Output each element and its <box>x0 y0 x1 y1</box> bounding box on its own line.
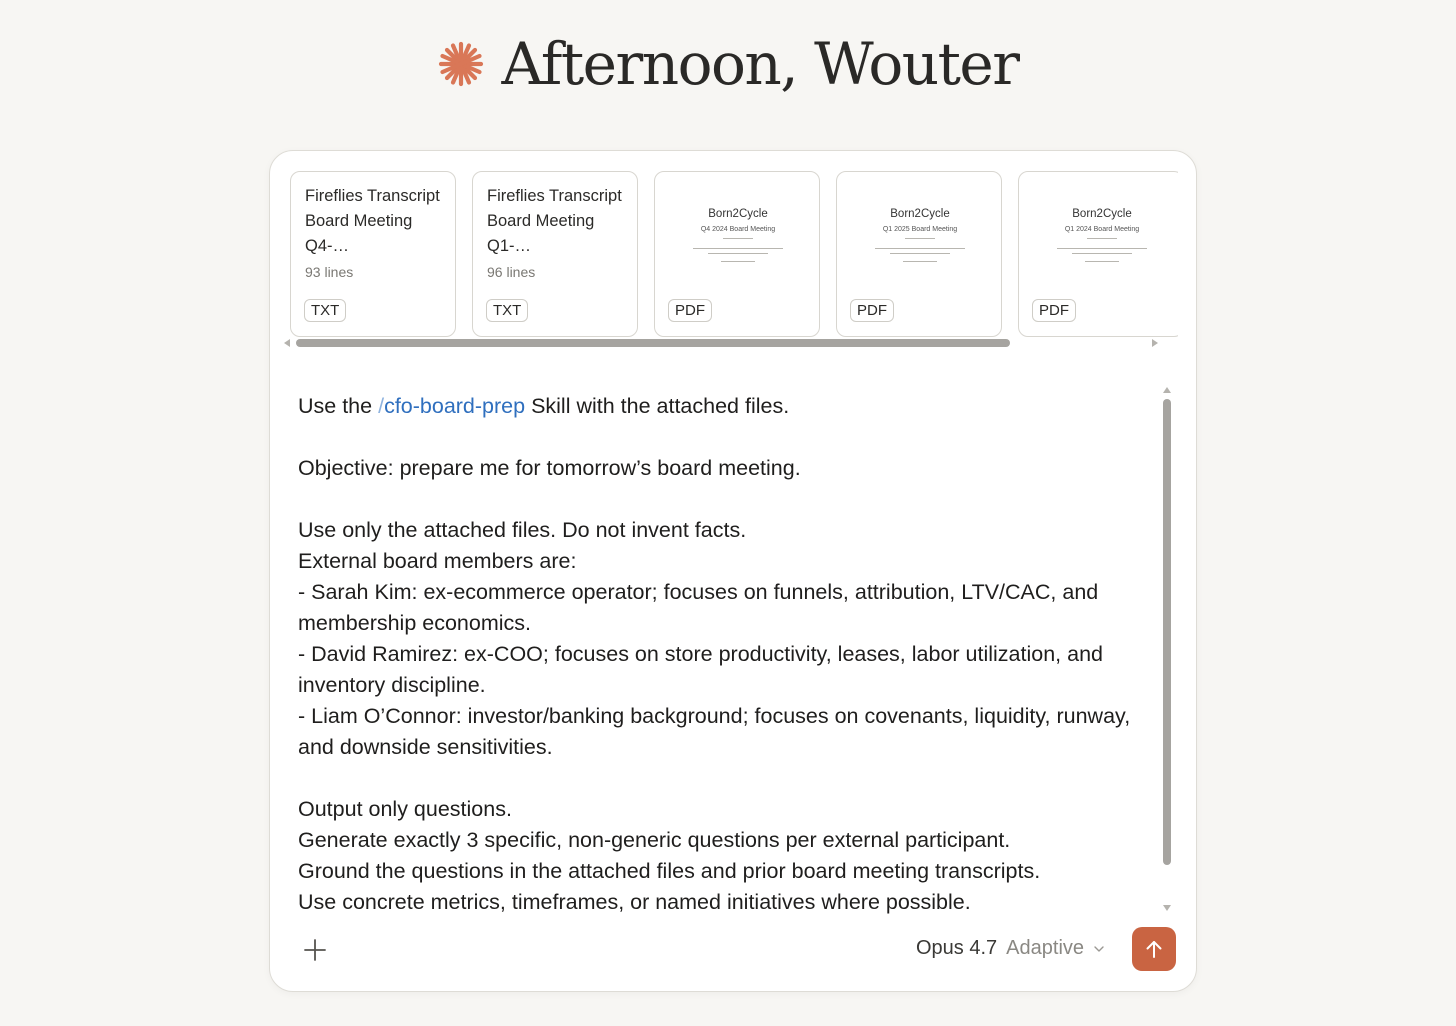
scroll-left-icon[interactable] <box>284 339 290 347</box>
thumbnail-title: Born2Cycle <box>708 208 768 220</box>
chat-composer <box>269 150 1197 992</box>
prompt-line: Use only the attached files. Do not invent facts. <box>298 518 747 542</box>
file-type-badge: PDF <box>668 299 712 322</box>
pdf-thumbnail <box>837 208 1003 262</box>
prompt-line: - Liam O’Connor: investor/banking background; focuses on covenants, liquidity, runway, and downside sensitivities. <box>298 704 1131 759</box>
skill-mention[interactable] <box>378 394 525 418</box>
pdf-thumbnail <box>655 208 821 262</box>
attachment-name: Fireflies Transcript Board Meeting Q1-… <box>487 187 622 255</box>
prompt-line: Output only questions. <box>298 797 512 821</box>
pdf-thumbnail <box>1019 208 1178 262</box>
skill-slash: / <box>378 394 385 418</box>
plus-icon-glyph <box>300 935 330 965</box>
greeting-title: Afternoon, Wouter <box>501 30 1019 98</box>
scrollbar-thumb[interactable] <box>296 339 1010 347</box>
attachments-scrollbar[interactable] <box>282 337 1178 349</box>
attachment-card[interactable] <box>1018 171 1178 337</box>
prompt-input[interactable] <box>298 391 1164 917</box>
attachment-card[interactable] <box>654 171 820 337</box>
greeting <box>0 30 1456 98</box>
model-selector[interactable] <box>916 937 1105 960</box>
prompt-line: External board members are: <box>298 549 577 573</box>
prompt-line: - Sarah Kim: ex-ecommerce operator; focuses on funnels, attribution, LTV/CAC, and membership economics. <box>298 580 1099 635</box>
scroll-down-icon[interactable] <box>1163 905 1171 911</box>
plus-icon[interactable] <box>300 935 330 965</box>
send-button[interactable] <box>1132 927 1176 971</box>
attachment-card[interactable] <box>290 171 456 337</box>
thumbnail-subtitle: Q1 2024 Board Meeting <box>1064 226 1140 233</box>
attachment-card[interactable] <box>472 171 638 337</box>
thumbnail-subtitle: Q1 2025 Board Meeting <box>882 226 958 233</box>
attachment-meta: 96 lines <box>487 264 536 280</box>
prompt-intro-after: Skill with the attached files. <box>525 394 790 418</box>
skill-name: cfo-board-prep <box>384 394 526 418</box>
scroll-right-icon[interactable] <box>1152 339 1158 347</box>
chevron-down-icon <box>1093 943 1105 955</box>
prompt-scrollbar[interactable] <box>1160 385 1174 911</box>
prompt-line: Objective: prepare me for tomorrow’s board meeting. <box>298 456 801 480</box>
scroll-up-icon[interactable] <box>1163 387 1171 393</box>
arrow-up-icon <box>1143 938 1165 960</box>
model-mode: Adaptive <box>1006 937 1085 959</box>
prompt-intro-before: Use the <box>298 394 379 418</box>
thumbnail-subtitle: Q4 2024 Board Meeting <box>700 226 776 233</box>
file-type-badge: PDF <box>1032 299 1076 322</box>
attachment-name: Fireflies Transcript Board Meeting Q4-… <box>305 187 440 255</box>
prompt-line: Generate exactly 3 specific, non-generic questions per external participant. <box>298 828 1011 852</box>
prompt-line <box>298 763 1164 794</box>
prompt-line <box>298 484 1164 515</box>
file-type-badge: TXT <box>486 299 528 322</box>
file-type-badge: PDF <box>850 299 894 322</box>
file-type-badge: TXT <box>304 299 346 322</box>
prompt-line: - David Ramirez: ex-COO; focuses on store productivity, leases, labor utilization, and inventory discipline. <box>298 642 1103 697</box>
prompt-line <box>298 391 1164 422</box>
attachment-card[interactable] <box>836 171 1002 337</box>
model-name: Opus 4.7 <box>916 937 998 959</box>
claude-spark-icon <box>438 41 484 87</box>
scrollbar-thumb[interactable] <box>1163 399 1171 865</box>
attachments-row <box>290 171 1178 337</box>
prompt-line: Ground the questions in the attached files and prior board meeting transcripts. <box>298 859 1041 883</box>
prompt-line: Use concrete metrics, timeframes, or named initiatives where possible. <box>298 890 971 914</box>
thumbnail-title: Born2Cycle <box>1072 208 1132 220</box>
prompt-line <box>298 422 1164 453</box>
thumbnail-title: Born2Cycle <box>890 208 950 220</box>
attachment-meta: 93 lines <box>305 264 354 280</box>
